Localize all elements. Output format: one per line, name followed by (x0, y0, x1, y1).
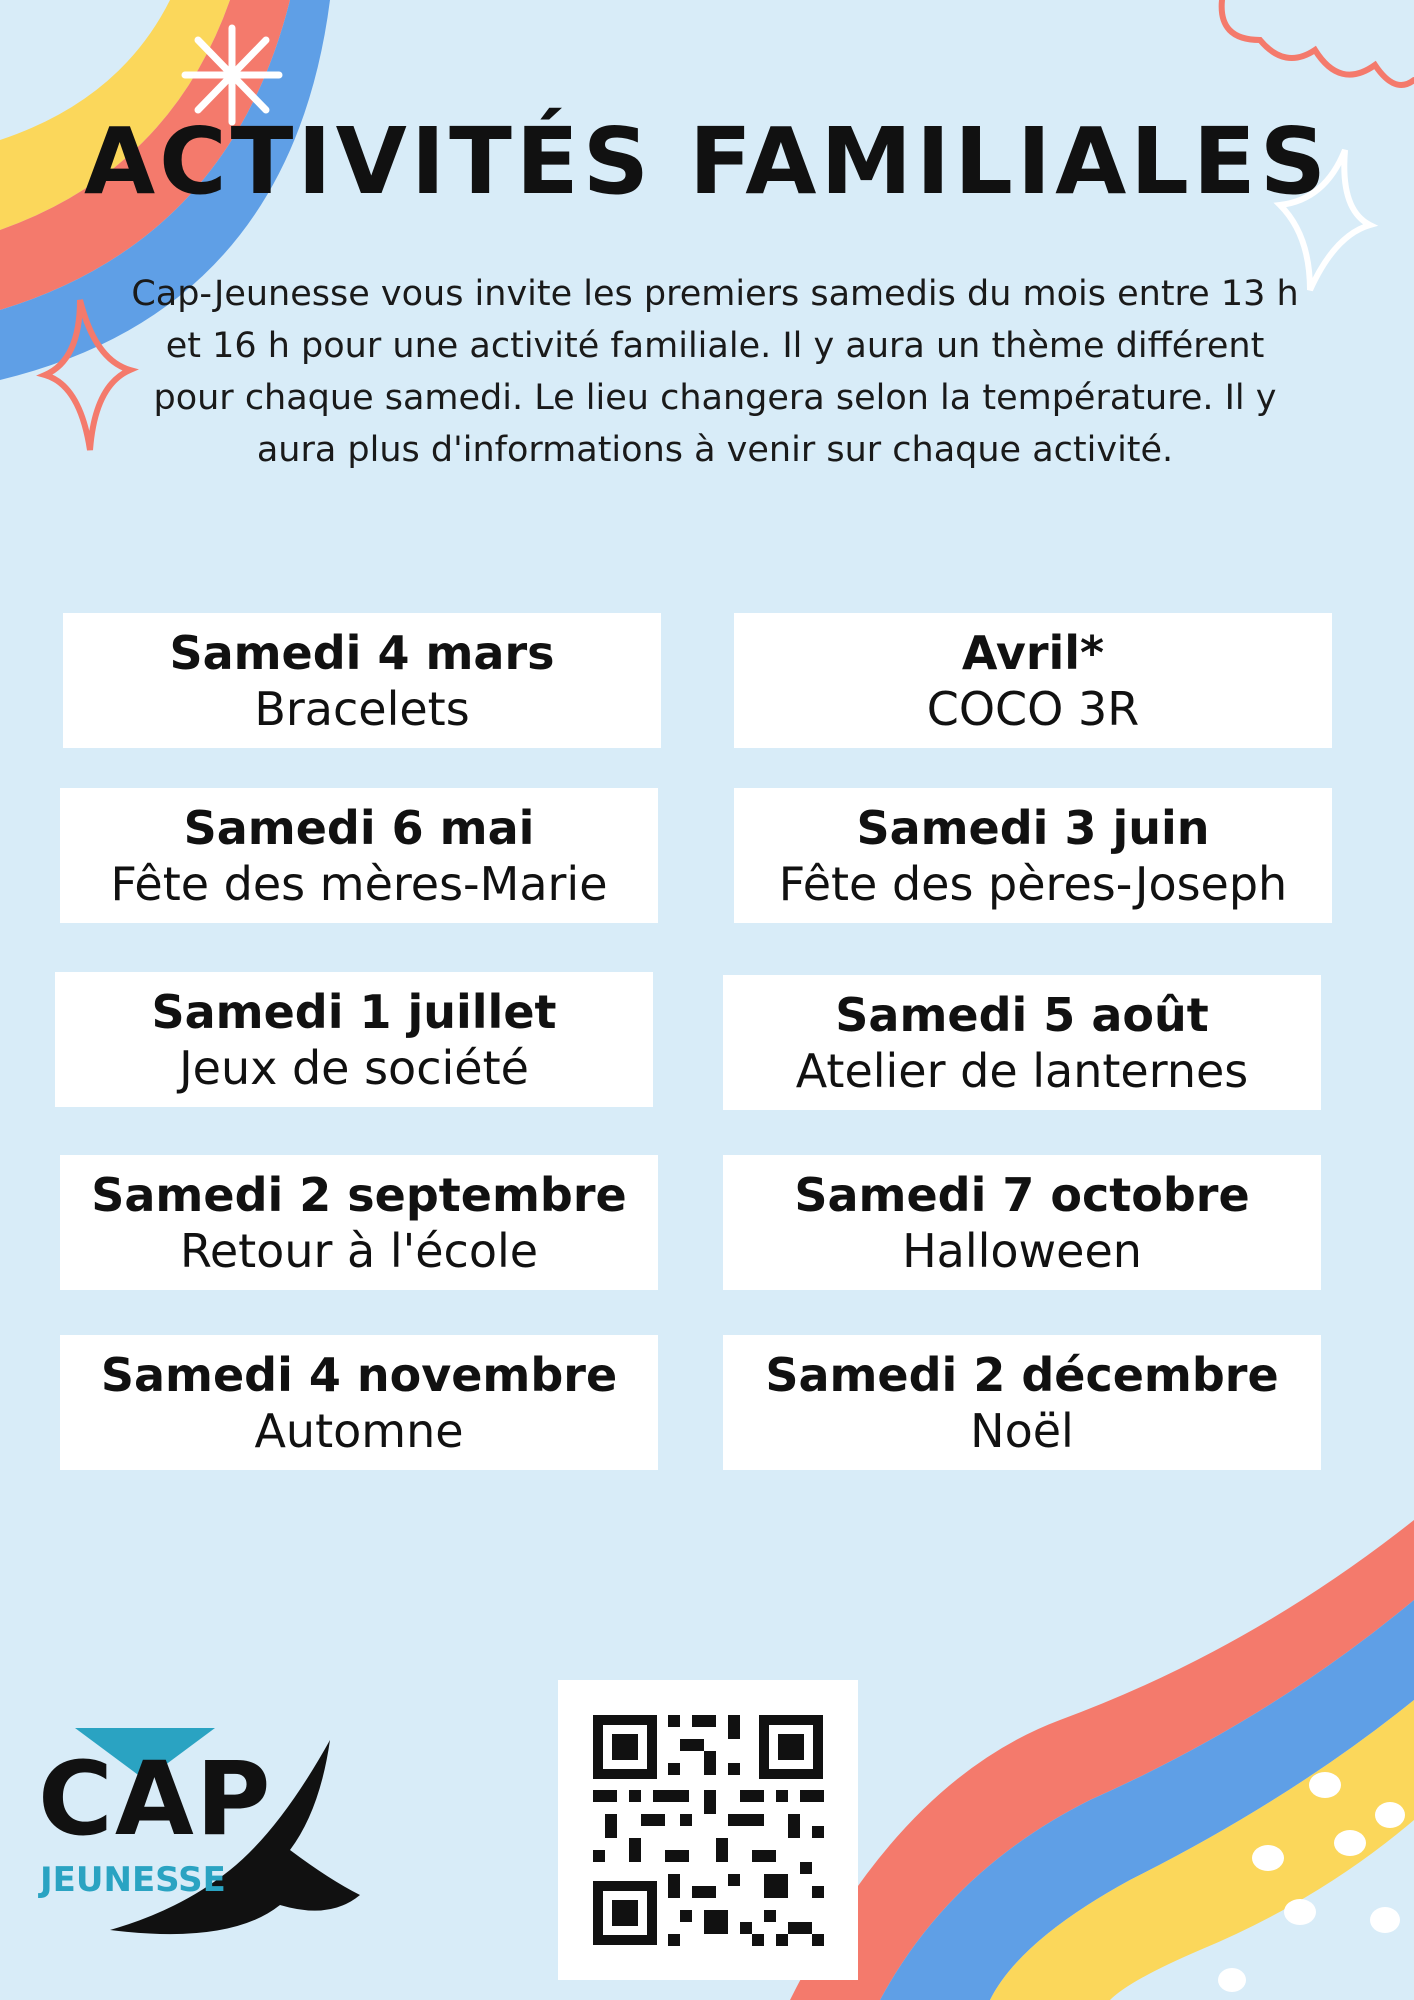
activity-card (60, 788, 658, 923)
activity-card (63, 613, 661, 748)
activity-theme: Fête des mères-Marie (110, 856, 608, 911)
activity-card (60, 1155, 658, 1290)
activity-theme: Bracelets (254, 681, 470, 736)
activity-theme: Jeux de société (179, 1040, 529, 1095)
logo-cap-text: CAP (38, 1740, 273, 1859)
activity-date: Samedi 4 mars (169, 625, 555, 680)
activity-date: Samedi 2 décembre (765, 1347, 1279, 1402)
cap-jeunesse-logo (30, 1720, 370, 1940)
activity-theme: Noël (970, 1403, 1074, 1458)
qr-code[interactable] (558, 1680, 858, 1980)
activity-theme: Halloween (902, 1223, 1142, 1278)
activity-date: Samedi 4 novembre (100, 1347, 618, 1402)
activity-date: Samedi 5 août (835, 987, 1209, 1042)
activity-date: Samedi 2 septembre (91, 1167, 627, 1222)
qr-code-icon (558, 1680, 858, 1980)
activity-card (60, 1335, 658, 1470)
activity-card (55, 972, 653, 1107)
activity-card (734, 613, 1332, 748)
activity-card (723, 1335, 1321, 1470)
page-title: ACTIVITÉS FAMILIALES (83, 108, 1331, 215)
activity-theme: Fête des pères-Joseph (778, 856, 1288, 911)
logo-jeunesse-text: JEUNESSE (40, 1860, 226, 1900)
activity-date: Samedi 6 mai (183, 800, 535, 855)
activity-date: Samedi 7 octobre (794, 1167, 1250, 1222)
activity-card (723, 975, 1321, 1110)
rainbow-bottom-right (790, 1520, 1414, 2000)
activity-date: Avril* (961, 625, 1105, 680)
activity-theme: Automne (254, 1403, 464, 1458)
activity-date: Samedi 1 juillet (151, 984, 557, 1039)
squiggle-icon (1222, 0, 1414, 85)
activity-card (723, 1155, 1321, 1290)
intro-paragraph: Cap-Jeunesse vous invite les premiers samedis du mois entre 13 h et 16 h pour une activité familiale. Il y aura un thème différent pour chaque samedi. Le lieu changera selon la température. Il y aura plus d'informations à venir sur chaque activité. (131, 274, 1299, 470)
activity-theme: COCO 3R (926, 681, 1140, 736)
activity-theme: Retour à l'école (179, 1223, 539, 1278)
activity-theme: Atelier de lanternes (795, 1043, 1249, 1098)
activity-card (734, 788, 1332, 923)
activity-date: Samedi 3 juin (856, 800, 1210, 855)
